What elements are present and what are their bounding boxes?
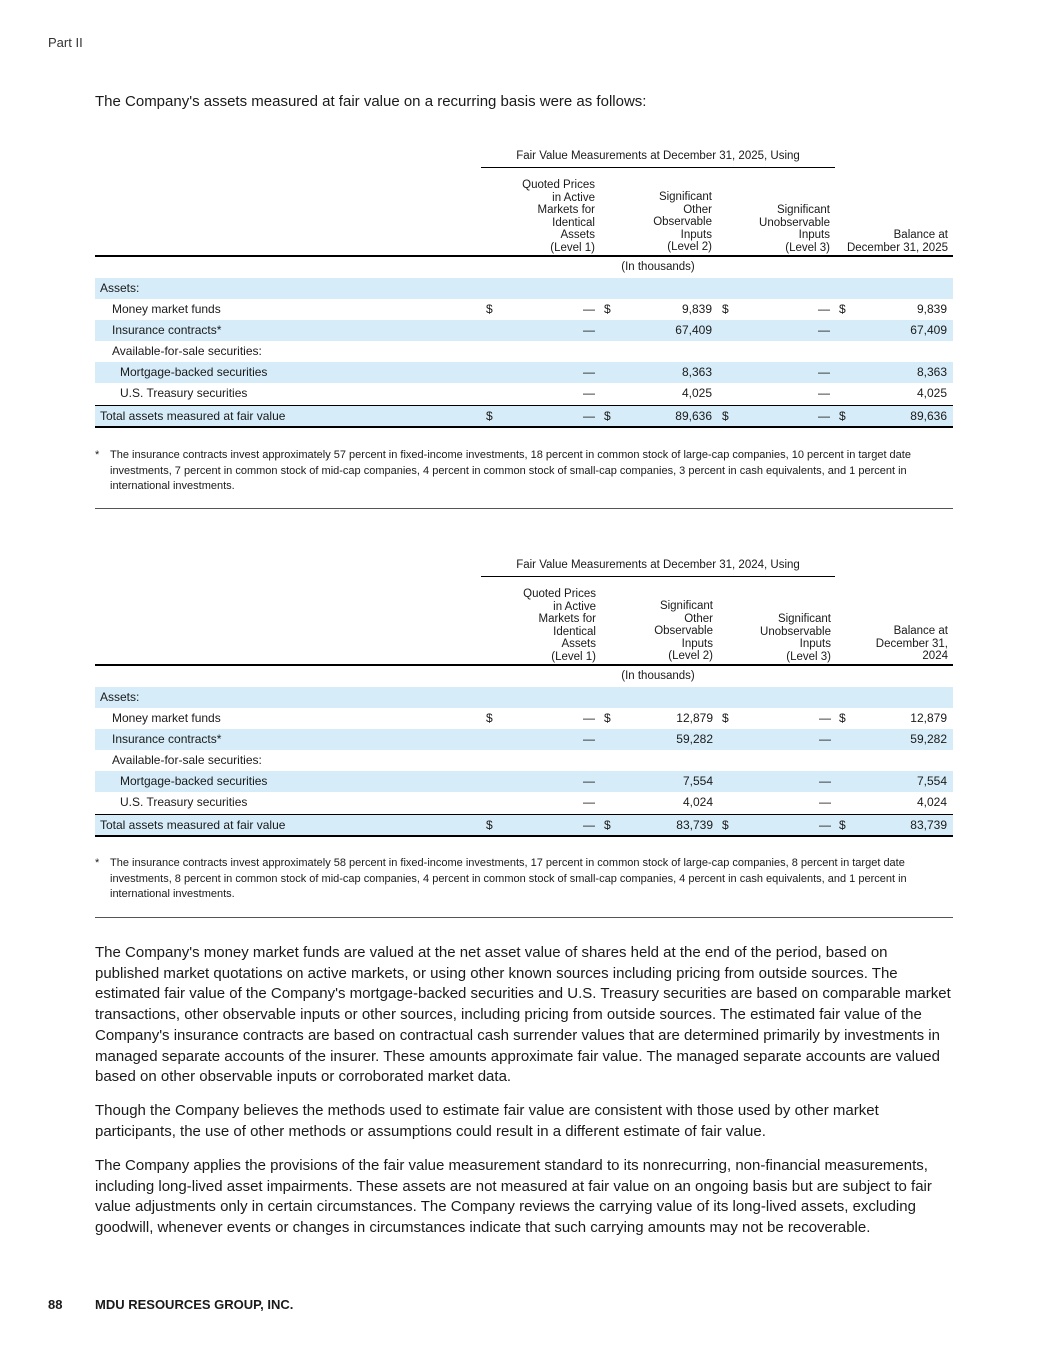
table-row: Insurance contracts* — 67,409 — 67,409 [95,320,953,341]
fair-value-table-2025 [95,150,953,430]
col-balance-header: Balance at December 31, 2025 [846,229,948,254]
col-level2-header: Significant Other Observable Inputs (Level 2) [653,191,712,254]
col-level2-header: Significant Other Observable Inputs (Level 2) [654,600,713,663]
table-row: Available-for-sale securities: [112,344,262,358]
page-number: 88 [48,1297,63,1312]
units-label: (In thousands) [621,670,695,682]
paragraph-nonrecurring: The Company applies the provisions of the fair value measurement standard to its nonrecurring, non-financial measurements, including long-lived asset impairments. These assets are not measured at fair value on an ongoing basis but are subject to fair value adjustments only in certain circumstances. The Company reviews the carrying value of its long-lived assets, excluding goodwill, whenever events or changes in circumstances indicate that such carrying amounts may not be recoverable. [95,1157,932,1237]
divider [95,917,953,918]
units-label: (In thousands) [621,261,695,273]
company-name: MDU RESOURCES GROUP, INC. [95,1297,294,1312]
table-row: Mortgage-backed securities — 8,363 — 8,363 [95,362,953,383]
group-header: Fair Value Measurements at December 31, 2025, Using [481,150,835,168]
table-row: U.S. Treasury securities — 4,025 — 4,025 [120,386,947,400]
footnote-2025: * The insurance contracts invest approximately 57 percent in fixed-income investments, 18 percent in common stock of large-cap companies, 10 percent in target date investments, 7 percent in common stock of mid-cap companies, 4 percent in common stock of small-cap companies, 3 percent in cash equivalents, and 1 percent in international investments. [95,449,911,492]
col-level1-header: Quoted Prices in Active Markets for Identical Assets (Level 1) [522,179,595,254]
table-row: Mortgage-backed securities — 7,554 — 7,554 [95,771,953,792]
footnote-2024: * The insurance contracts invest approximately 58 percent in fixed-income investments, 17 percent in common stock of large-cap companies, 8 percent in target date investments, 8 percent in common stock of mid-cap companies, 4 percent in common stock of small-cap companies, 4 percent in cash equivalents, and 1 percent in international investments. [95,857,907,900]
table-row: Money market funds $ — $ 9,839 $ — $ 9,839 [112,302,947,316]
table-row: Money market funds $ — $ 12,879 $ — $ 12,879 [112,711,947,725]
divider [95,508,953,509]
col-level3-header: Significant Unobservable Inputs (Level 3) [759,204,830,254]
group-header: Fair Value Measurements at December 31, 2024, Using [481,559,835,577]
table-row: Insurance contracts* — 59,282 — 59,282 [95,729,953,750]
table-row: U.S. Treasury securities — 4,024 — 4,024 [120,795,947,809]
fair-value-table-2024 [95,559,953,839]
intro-text: The Company's assets measured at fair value on a recurring basis were as follows: [95,93,647,110]
part-label: Part II [48,35,83,50]
paragraph-methods: Though the Company believes the methods used to estimate fair value are consistent with those used by other market participants, the use of other methods or assumptions could result in a different estimate of fair value. [95,1102,879,1140]
table-row: Assets: [95,278,953,299]
table-row: Assets: [95,687,953,708]
col-level1-header: Quoted Prices in Active Markets for Identical Assets (Level 1) [523,588,596,663]
table-row: Available-for-sale securities: [112,753,262,767]
paragraph-valuation: The Company's money market funds are valued at the net asset value of shares held at the end of the period, based on published market quotations on active markets, or using other known sources including pricing from outside sources. The estimated fair value of the Company's mortgage-backed securities and U.S. Treasury securities are based on comparable market transactions, other observable inputs or other sources, including pricing from outside sources. The estimated fair value of the Company's insurance contracts are based on contractual cash surrender values that are determined primarily by investments in managed separate accounts of the insurer. These amounts approximate fair value. The managed separate accounts are valued based on other observable inputs or corroborated market data. [95,944,951,1086]
col-balance-header: Balance at December 31, 2024 [875,625,948,663]
total-row: Total assets measured at fair value $ — $ 83,739 $ — $ 83,739 [95,814,953,837]
total-row: Total assets measured at fair value $ — $ 89,636 $ — $ 89,636 [95,405,953,428]
col-level3-header: Significant Unobservable Inputs (Level 3) [760,613,831,663]
